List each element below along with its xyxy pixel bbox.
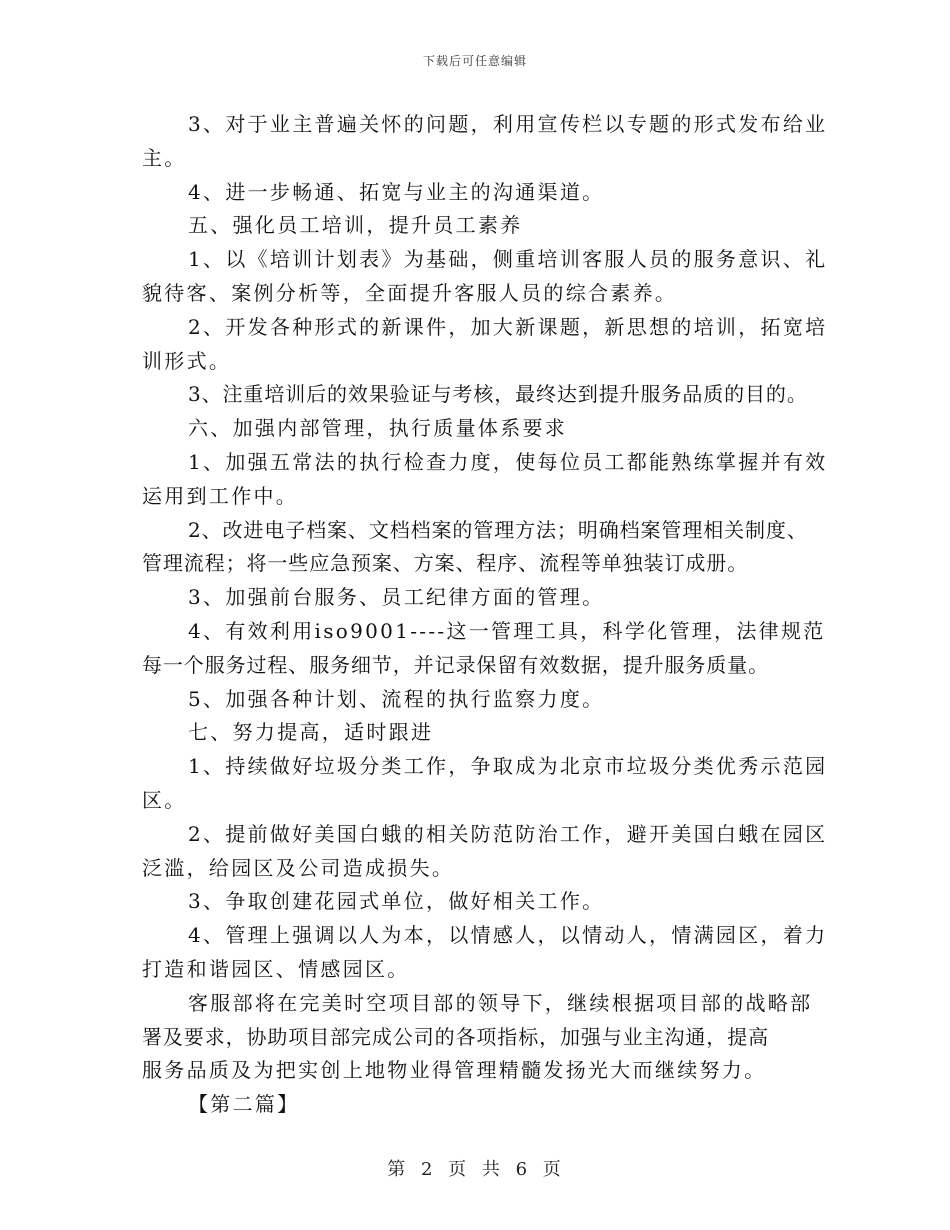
text-line: 3、加强前台服务、员工纪律方面的管理。 xyxy=(188,585,605,610)
text-line: 服务品质及为把实创上地物业得管理精髓发扬光大而继续努力。 xyxy=(142,1058,767,1083)
text-line: 4、管理上强调以人为本，以情感人，以情动人，情满园区，着力 xyxy=(188,923,828,948)
text-line: 2、开发各种形式的新课件，加大新课题，新思想的培训，拓宽培 xyxy=(188,314,828,339)
text-line: 4、进一步畅通、拓宽与业主的沟通渠道。 xyxy=(188,179,605,204)
text-line: 训形式。 xyxy=(142,348,232,373)
text-line: 1、持续做好垃圾分类工作，争取成为北京市垃圾分类优秀示范园 xyxy=(188,754,828,779)
text-line: 3、对于业主普遍关怀的问题，利用宣传栏以专题的形式发布给业 xyxy=(188,112,828,136)
text-line: 七、努力提高，适时跟进 xyxy=(188,720,434,745)
text-line: 2、提前做好美国白蛾的相关防范防治工作，避开美国白蛾在园区 xyxy=(188,821,828,846)
text-line: 客服部将在完美时空项目部的领导下，继续根据项目部的战略部 xyxy=(188,990,813,1015)
text-line: 每一个服务过程、服务细节，并记录保留有效数据，提升服务质量。 xyxy=(142,652,769,677)
text-line: 5、加强各种计划、流程的执行监察力度。 xyxy=(188,686,605,711)
document-body xyxy=(142,108,828,1122)
text-line: 泛滥，给园区及公司造成损失。 xyxy=(142,855,455,880)
page-footer: 第 2 页 共 6 页 xyxy=(387,1159,563,1180)
page-header: 下载后可任意编辑 xyxy=(422,54,527,68)
text-line: 2、改进电子档案、文档档案的管理方法；明确档案管理相关制度、 xyxy=(188,517,808,542)
text-line: 3、争取创建花园式单位，做好相关工作。 xyxy=(188,889,605,914)
text-line: 打造和谐园区、情感园区。 xyxy=(142,956,410,981)
text-line: 署及要求，协助项目部完成公司的各项指标，加强与业主沟通，提高 xyxy=(142,1024,769,1049)
text-line: 【第二篇】 xyxy=(188,1092,300,1117)
text-line: 五、强化员工培训，提升员工素养 xyxy=(188,213,523,238)
text-line: 3、注重培训后的效果验证与考核，最终达到提升服务品质的目的。 xyxy=(188,382,808,407)
text-line: 区。 xyxy=(142,787,187,812)
text-line: 4、有效利用iso9001----这一管理工具，科学化管理，法律规范 xyxy=(188,618,826,643)
text-line: 1、加强五常法的执行检查力度，使每位员工都能熟练掌握并有效 xyxy=(188,449,828,474)
text-line: 运用到工作中。 xyxy=(142,483,299,508)
text-line: 1、以《培训计划表》为基础，侧重培训客服人员的服务意识、礼 xyxy=(188,247,828,272)
text-line: 六、加强内部管理，执行质量体系要求 xyxy=(188,416,568,441)
text-line: 貌待客、案例分析等，全面提升客服人员的综合素养。 xyxy=(142,280,678,305)
text-line: 管理流程；将一些应急预案、方案、程序、流程等单独装订成册。 xyxy=(142,551,749,576)
text-line: 主。 xyxy=(142,145,187,170)
